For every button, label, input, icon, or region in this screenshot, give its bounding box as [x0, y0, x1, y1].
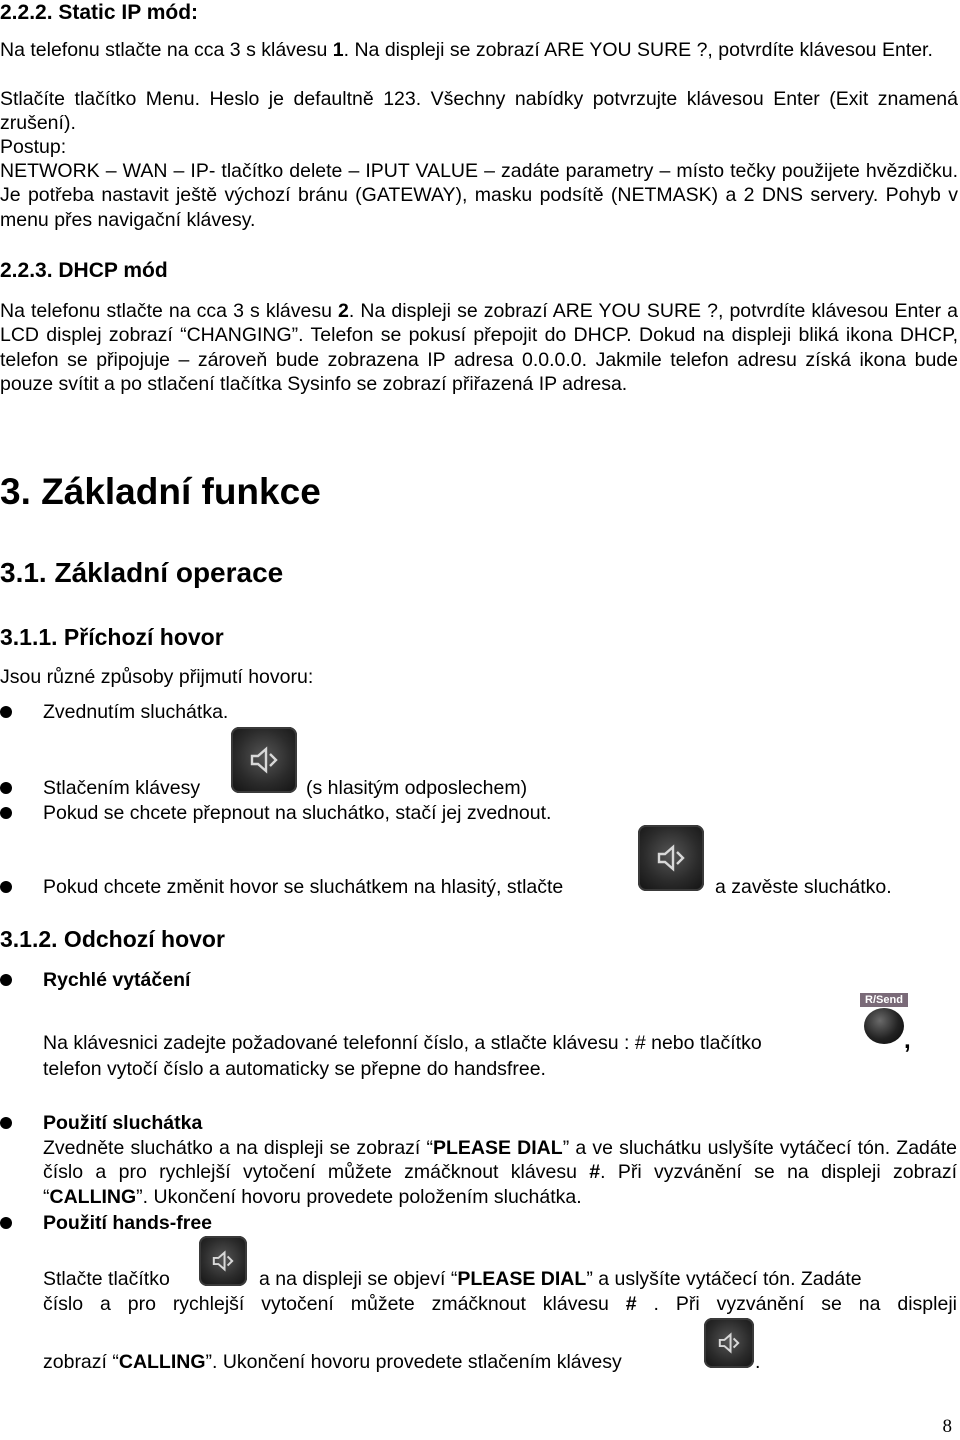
text: . Na displeji se zobrazí ARE YOU SURE ?, potvrdíte klávesou Enter.: [343, 39, 933, 61]
text: Na telefonu stlačte na cca 3 s klávesu: [0, 39, 333, 61]
text: ” a ve sluchátku uslyšíte vytáčecí tón. Zadáte číslo a pro rychlejší vytočení můžete zmáčknout klávesu: [43, 1137, 957, 1184]
text-quick-dial-line1: Na klávesnici zadejte požadované telefonní číslo, a stlačte klávesu : # nebo tlačítko: [43, 1032, 762, 1054]
text-quick-dial-line2: telefon vytočí číslo a automaticky se přepne do handsfree.: [43, 1058, 546, 1080]
text: . Na displeji se zobrazí ARE YOU SURE ?, potvrdíte klávesou Enter a LCD displej zobrazí “CHANGING”. Telefon se pokusí přepojit do DHCP. Dokud na displeji bliká ikona DHCP, telefon se připojuje – zároveň bude zobrazena IP adresa 0.0.0.0. Jakmile telefon adresu získá ikona bude pouze svítit a po stlačení tlačítka Sysinfo se zobrazí přiřazená IP adresa.: [0, 300, 958, 396]
bullet-icon: [0, 974, 12, 986]
bullet-icon: [0, 807, 12, 819]
bullet-icon: [0, 706, 12, 718]
text-hf-line3: [43, 1350, 622, 1374]
display-text: PLEASE DIAL: [433, 1137, 563, 1159]
section-heading-static-ip: 2.2.2. Static IP mód:: [0, 1, 199, 24]
bullet-title-hands-free: Použití hands-free: [43, 1212, 213, 1234]
key-label: #: [625, 1293, 637, 1315]
section-heading-dhcp: 2.2.3. DHCP mód: [0, 259, 168, 282]
speaker-key-icon: [704, 1318, 754, 1368]
display-text: CALLING: [118, 1351, 206, 1373]
text: Na telefonu stlačte na cca 3 s klávesu: [0, 300, 339, 322]
text: číslo a pro rychlejší vytočení můžete zmáčknout klávesu: [43, 1293, 626, 1315]
text: zobrazí “: [43, 1351, 119, 1373]
bullet-text-speaker-key: Stlačením klávesy: [43, 777, 201, 799]
paragraph-static-ip-step1: [0, 38, 958, 62]
text-hf-line2: [43, 1292, 957, 1316]
bullet-icon: [0, 782, 12, 794]
section-heading-basic-operations: 3.1. Základní operace: [0, 557, 284, 588]
text: ” a uslyšíte vytáčecí tón. Zadáte: [586, 1268, 862, 1290]
bullet-title-handset: Použití sluchátka: [43, 1112, 203, 1134]
bullet-icon: [0, 1117, 12, 1129]
section-heading-outgoing-call: 3.1.2. Odchozí hovor: [0, 926, 225, 952]
key-label: 2: [338, 300, 349, 322]
display-text: CALLING: [49, 1185, 137, 1208]
r-send-label: R/Send: [860, 993, 908, 1007]
text: Zvedněte sluchátko a na displeji se zobrazí “: [43, 1137, 433, 1159]
page-number: 8: [942, 1416, 952, 1437]
chapter-heading-basic-functions: 3. Základní funkce: [0, 471, 321, 512]
paragraph-incoming-intro: Jsou různé způsoby přijmutí hovoru:: [0, 666, 314, 688]
display-text: PLEASE DIAL: [457, 1268, 587, 1290]
key-label: 1: [332, 39, 344, 61]
paragraph-handset: [43, 1136, 957, 1209]
bullet-icon: [0, 1217, 12, 1229]
text: . Při vyzvánění se na displeji: [636, 1293, 957, 1315]
text: a na displeji se objeví “: [259, 1268, 458, 1290]
section-heading-incoming-call: 3.1.1. Příchozí hovor: [0, 624, 224, 650]
text: . Při vyzvánění se na displeji zobrazí “: [43, 1161, 957, 1208]
speaker-key-icon: [638, 825, 704, 891]
speaker-key-icon: [231, 727, 297, 793]
text: ”. Ukončení hovoru provedete stlačením klávesy: [205, 1351, 622, 1373]
bullet-title-quick-dial: Rychlé vytáčení: [43, 969, 191, 991]
paragraph-static-ip-postup: Postup:: [0, 136, 67, 158]
r-send-button-icon: [860, 993, 908, 1047]
bullet-text-hang-up: a zavěste sluchátko.: [715, 876, 892, 898]
text-hf-line1-b: [259, 1267, 862, 1291]
paragraph-static-ip-network: NETWORK – WAN – IP- tlačítko delete – IPUT VALUE – zadáte parametry – místo tečky použijete hvězdičku. Je potřeba nastavit ještě výchozí bránu (GATEWAY), masku podsítě (NETMASK) a 2 DNS servery. Pohyb v menu přes navigační klávesy.: [0, 160, 958, 231]
text: ”. Ukončení hovoru provedete položením sluchátka.: [136, 1185, 582, 1208]
speaker-key-icon: [199, 1236, 247, 1286]
paragraph-static-ip-menu: Stlačíte tlačítko Menu. Heslo je defaultně 123. Všechny nabídky potvrzujte klávesou Enter (Exit znamená zrušení).: [0, 88, 958, 135]
text-hf-line1-a: Stlačte tlačítko: [43, 1268, 170, 1290]
text-quick-dial-comma: ,: [904, 1027, 911, 1054]
bullet-text-pickup: Zvednutím sluchátka.: [43, 701, 229, 723]
text-hf-dot: .: [755, 1351, 761, 1373]
bullet-text-switch-handset: Pokud se chcete přepnout na sluchátko, stačí jej zvednout.: [43, 802, 552, 824]
bullet-text-switch-speaker: Pokud chcete změnit hovor se sluchátkem na hlasitý, stlačte: [43, 876, 564, 898]
r-send-ball: [864, 1008, 904, 1044]
bullet-icon: [0, 881, 12, 893]
bullet-text-speaker-note: (s hlasitým odposlechem): [306, 777, 528, 799]
key-label: #: [589, 1161, 601, 1184]
paragraph-dhcp: [0, 299, 958, 397]
